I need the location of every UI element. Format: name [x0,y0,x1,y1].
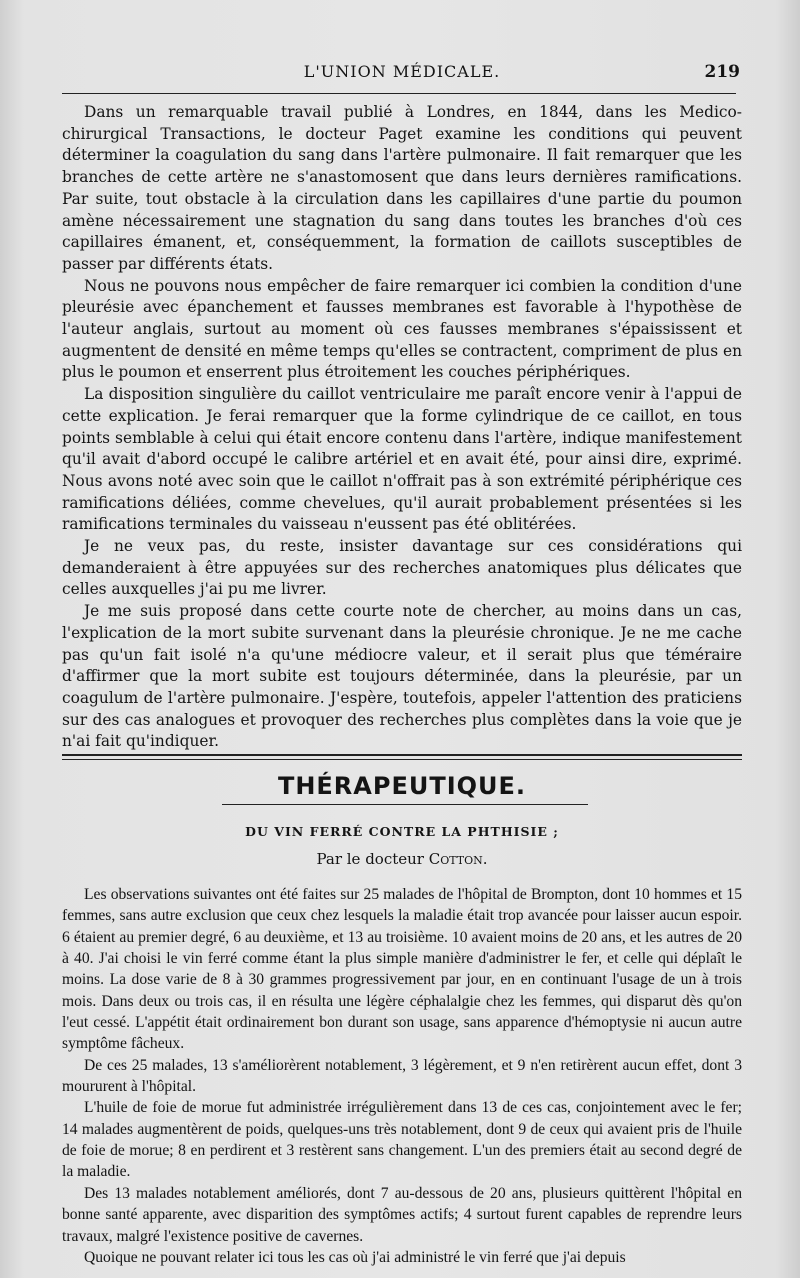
byline-author: Cotton. [428,850,488,868]
page-header [62,58,742,88]
paragraph: Nous ne pouvons nous empêcher de faire remarquer ici combien la condition d'une pleurésie avec épanchement et fausses membranes est favorable à l'hypothèse de l'auteur anglais, surtout au moment où ces fausses membranes s'épaississent et augmentent de densité en même temps qu'elles se contractent, compriment de plus en plus le poumon et enserrent plus étroitement les couches périphériques. [62,276,743,382]
paragraph: De ces 25 malades, 13 s'améliorèrent notablement, 3 légèrement, et 9 n'en retirèrent aucun effet, dont 3 moururent à l'hôpital. [62,1056,742,1096]
section-divider [62,754,742,760]
paragraph: Quoique ne pouvant relater ici tous les cas où j'ai administré le vin ferré que j'ai depuis [84,1248,626,1266]
article-continuation [62,102,742,753]
heading-underline [222,804,588,805]
header-rule [62,93,736,94]
paragraph: Je ne veux pas, du reste, insister davantage sur ces considérations qui demanderaient à être appuyées sur des recherches anatomiques plus délicates que celles auxquelles j'ai pu me livrer. [62,537,742,599]
paragraph: Des 13 malades notablement améliorés, dont 7 au-dessous de 20 ans, plusieurs quittèrent l'hôpital en bonne santé apparente, avec disparition des symptômes actifs; 4 surtout furent capables de reprendre leurs travaux, malgré l'existence positive de cavernes. [62,1184,742,1245]
paragraph: Dans un remarquable travail publié à Londres, en 1844, dans les Medico-chirurgical Transactions, le docteur Paget examine les conditions qui peuvent déterminer la coagulation du sang dans l'artère pulmonaire. Il fait remarquer que les branches de cette artère ne s'anastomosent que dans leurs dernières ramifications. Par suite, tout obstacle à la circulation dans les capillaires d'une partie du poumon amène nécessairement une stagnation du sang dans toutes les branches d'où ces capillaires émanent, et, conséquemment, la formation de caillots susceptibles de passer par différents états. [62,103,742,273]
paragraph: Les observations suivantes ont été faites sur 25 malades de l'hôpital de Brompton, dont 10 hommes et 15 femmes, sans autre exclusion que ceux chez lesquels la maladie était trop avancée pour laisser aucun espoir. 6 étaient au premier degré, 6 au deuxième, et 13 au troisième. 10 avaient moins de 20 ans, et les autres de 20 à 40. J'ai choisi le vin ferré comme étant la plus simple manière d'administrer le fer, et celle qui déplaît le moins. La dose varie de 8 à 30 grammes progressivement par jour, en en continuant l'usage de un à trois mois. Dans deux ou trois cas, il en résulta une légère céphalalgie chez les femmes, qui disparut dès qu'on l'eut cessé. L'appétit était ordinairement bon durant son usage, sans apparence d'hémoptysie ni aucun autre symptôme fâcheux. [62,886,742,1053]
byline-prefix: Par le docteur [316,850,429,868]
paragraph: L'huile de foie de morue fut administrée irrégulièrement dans 13 de ces cas, conjointement avec le fer; 14 malades augmentèrent de poids, quelques-uns très notablement, dont 9 de ceux qui avaient pris de l'huile de foie de morue; 8 en perdirent et 3 restèrent sans changement. L'un des premiers était au second degré de la maladie. [62,1099,742,1181]
paragraph: La disposition singulière du caillot ventriculaire me paraît encore venir à l'appui de cette explication. Je ferai remarquer que la forme cylindrique de ce caillot, en tous points semblable à celui qui était encore contenu dans l'artère, indique manifestement qu'il avait d'abord occupé le calibre artériel et en avait été, pour ainsi dire, exprimé. Nous avons noté avec soin que le caillot n'offrait pas à son extrémité périphérique ces ramifications déliées, comme chevelues, qu'il aurait probablement présentées si les ramifications terminales du vaisseau n'eussent pas été oblitérées. [62,385,742,534]
page-number: 219 [704,62,740,82]
running-title: L'UNION MÉDICALE. [303,62,501,81]
byline [62,850,742,868]
article-body [62,884,742,1268]
article-title: DU VIN FERRÉ CONTRE LA PHTHISIE ; [245,824,559,839]
section-heading: THÉRAPEUTIQUE. [277,772,527,800]
paragraph: Je me suis proposé dans cette courte note de chercher, au moins dans un cas, l'explication de la mort subite survenant dans la pleurésie chronique. Je ne me cache pas qu'un fait isolé n'a qu'une médiocre valeur, et il serait plus que téméraire d'affirmer que la mort subite est toujours déterminée, dans la pleurésie, par un coagulum de l'artère pulmonaire. J'espère, toutefois, appeler l'attention des praticiens sur des cas analogues et provoquer des recherches plus complètes dans la voie que je n'ai fait qu'indiquer. [62,602,742,751]
